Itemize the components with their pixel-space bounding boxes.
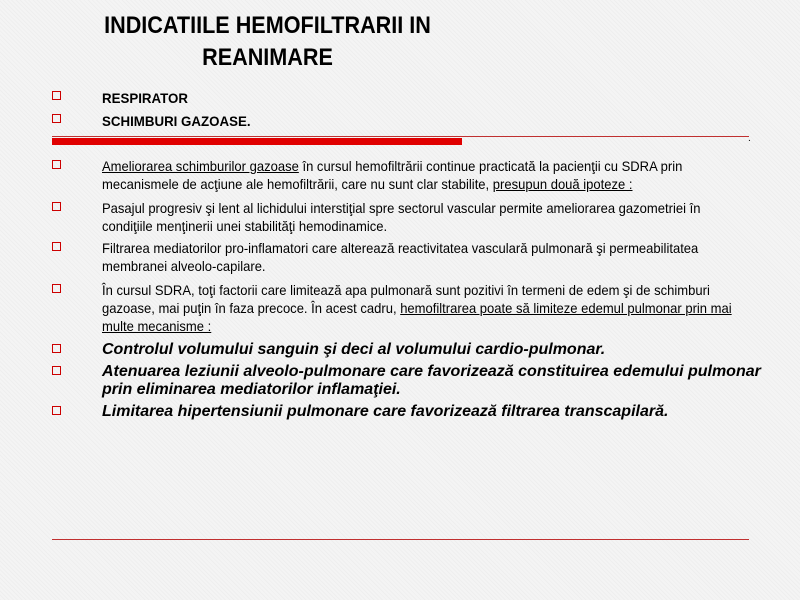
slide-title <box>27 10 509 74</box>
list-item: Filtrarea mediatorilor pro-inflamatori care alterează reactivitatea vasculară pulmonară şi permeabilitatea membranei alveolo-capilare. <box>102 240 699 274</box>
underlined-text: presupun două ipoteze : <box>492 176 633 192</box>
bullet-icon <box>52 406 61 415</box>
underlined-text: Ameliorarea schimburilor gazoase <box>102 158 299 174</box>
bullet-icon <box>52 202 61 211</box>
paragraph-text: În cursul SDRA, toţi factorii care limitează apa pulmonară sunt pozitivi în termeni de edem şi de schimburi gazoase, mai puţin în faza precoce. În acest cadru, <box>102 282 710 316</box>
bullet-icon <box>52 242 61 251</box>
list-item: Limitarea hipertensiunii pulmonare care favorizează filtrarea transcapilară. <box>102 403 669 420</box>
list-item: Pasajul progresiv şi lent al lichidului interstiţial spre sectorul vascular permite ameliorarea gazometriei în condiţiile menţinerii unei stabilităţi hemodinamice. <box>102 200 701 234</box>
title-line-2: REANIMARE <box>202 44 333 71</box>
separator-line <box>52 136 749 137</box>
bullet-icon <box>52 284 61 293</box>
bullet-icon <box>52 344 61 353</box>
list-item: Controlul volumului sanguin şi deci al volumului cardio-pulmonar. <box>102 341 606 358</box>
list-item: RESPIRATOR <box>102 90 188 106</box>
bullet-icon <box>52 366 61 375</box>
bullet-icon <box>52 114 61 123</box>
title-line-1: INDICATIILE HEMOFILTRARII IN <box>104 12 431 39</box>
separator-dot: . <box>748 133 751 144</box>
list-item: Atenuarea leziunii alveolo-pulmonare care favorizează constituirea edemului pulmonar prin eliminarea mediatorilor inflamaţiei. <box>102 363 761 398</box>
underlined-text: hemofiltrarea poate să limiteze edemul pulmonar prin mai multe mecanisme : <box>102 300 732 334</box>
bullet-icon <box>52 160 61 169</box>
bullet-icon <box>52 91 61 100</box>
paragraph-text: în cursul hemofiltrării continue practicată la pacienţii cu SDRA prin mecanismele de acţiune ale hemofiltrării, care nu sunt clar stabilite, <box>102 158 683 192</box>
list-item <box>102 281 734 335</box>
footer-line <box>52 539 749 540</box>
list-item <box>102 157 734 193</box>
list-item: SCHIMBURI GAZOASE. <box>102 113 251 129</box>
accent-bar <box>52 138 462 145</box>
